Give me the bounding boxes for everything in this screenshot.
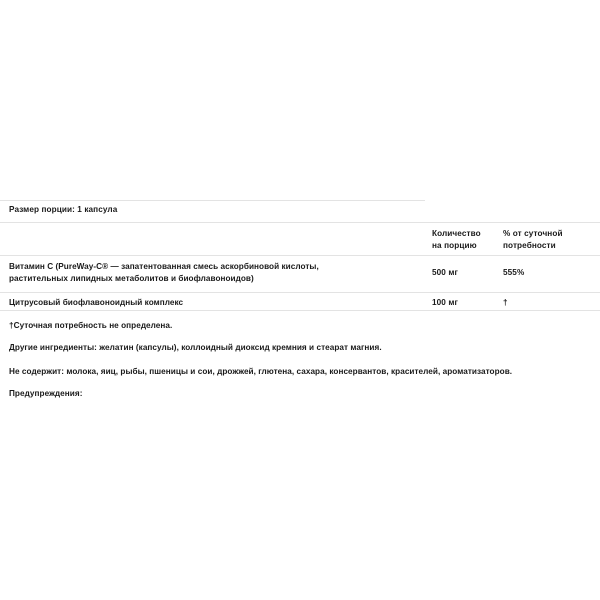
table-row-nutrient-name [9, 261, 424, 284]
nutrient-daily-value: † [503, 298, 508, 307]
serving-size-text: Размер порции: 1 капсула [9, 205, 118, 214]
divider-table-bottom [0, 310, 600, 311]
nutrient-amount-value: 100 мг [432, 298, 459, 307]
nutrient-amount-value: 500 мг [432, 268, 459, 277]
nutrient-name-line1: Витамин C (PureWay-C® — запатентованная смесь аскорбиновой кислоты, [9, 262, 319, 271]
column-header-amount-line1: Количество [432, 229, 481, 238]
nutrient-name-line2: растительных липидных метаболитов и биофлавоноидов) [9, 273, 254, 283]
column-header-amount-per-serving [432, 228, 500, 251]
column-header-daily-value [503, 228, 598, 251]
column-header-daily-value-line1: % от суточной [503, 229, 563, 238]
warnings-label: Предупреждения: [9, 389, 83, 398]
free-from-text: Не содержит: молока, яиц, рыбы, пшеницы и сои, дрожжей, глютена, сахара, консервантов, красителей, ароматизаторов. [9, 367, 513, 376]
nutrient-daily-value: 555% [503, 268, 525, 277]
column-header-amount-line2: на порцию [432, 240, 477, 250]
divider-above-serving-size [0, 200, 425, 201]
nutrient-name-line1: Цитрусовый биофлавоноидный комплекс [9, 298, 184, 307]
column-header-daily-value-line2: потребности [503, 240, 556, 250]
divider-table-header-bottom [0, 255, 600, 256]
table-row-nutrient-name [9, 297, 424, 309]
other-ingredients-text: Другие ингредиенты: желатин (капсулы), коллоидный диоксид кремния и стеарат магния. [9, 343, 382, 352]
divider-table-header-top [0, 222, 600, 223]
daily-value-footnote: †Суточная потребность не определена. [9, 321, 173, 330]
divider-between-rows [0, 292, 600, 293]
